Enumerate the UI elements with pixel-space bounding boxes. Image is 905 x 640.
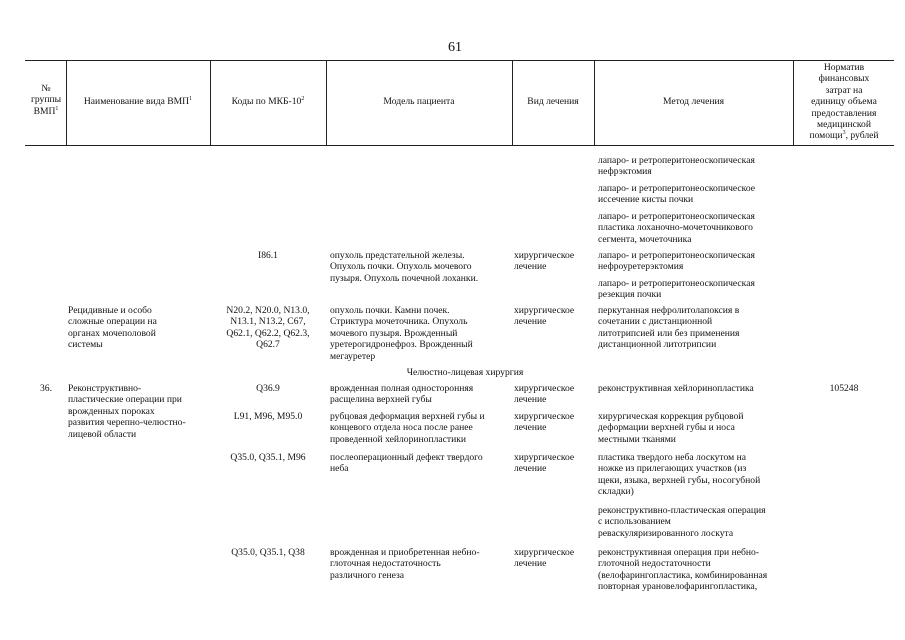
header-divider: [793, 60, 794, 145]
header-divider: [66, 60, 67, 145]
vmp-name-cell: Рецидивные и особо сложные операции на органах мочеполовой системы: [68, 305, 157, 351]
method-cell: лапаро- и ретроперитонеоскопическая нефрэктомия: [598, 155, 755, 178]
method-cell: пластика твердого неба лоскутом на ножке из прилегающих участков (из щеки, языка, верхней губы, носогубной складки): [598, 452, 761, 498]
method-cell: лапаро- и ретроперитонеоскопическая резекция почки: [598, 278, 755, 301]
patient-model-cell: врожденная полная односторонняя расщелина верхней губы: [330, 383, 474, 406]
patient-model-cell: рубцовая деформация верхней губы и концевого отдела носа после ранее проведенной хейлоринопластики: [330, 411, 485, 445]
patient-model-cell: опухоль предстательной железы. Опухоль почки. Опухоль мочевого пузыря. Опухоль почечной лоханки.: [330, 250, 479, 284]
header-top-rule: [25, 60, 894, 61]
header-divider: [210, 60, 211, 145]
treatment-type-cell: хирургическое лечение: [514, 547, 575, 570]
method-cell: реконструктивная операция при небно- глоточной недостаточности (велофарингопластика, комбинированная повторная урановелофарингопластика,: [598, 547, 768, 593]
icd-code-cell: Q36.9: [256, 383, 280, 394]
header-divider: [512, 60, 513, 145]
header-col-patient-model: Модель пациента: [383, 96, 455, 107]
header-divider: [594, 60, 595, 145]
treatment-type-cell: хирургическое лечение: [514, 250, 575, 273]
method-cell: лапаро- и ретроперитонеоскопическая нефроуретерэктомия: [598, 250, 755, 273]
header-bottom-rule: [25, 145, 894, 146]
header-col-icd-codes: Коды по МКБ-$10^2$: [231, 95, 305, 107]
method-cell: лапаро- и ретроперитонеоскопическая пластика лоханочно-мочеточникового сегмента, мочеточника: [598, 211, 755, 245]
icd-code-cell: Q35.0, Q35.1, Q38: [231, 547, 305, 558]
financial-norm-cell: 105248: [829, 383, 859, 394]
icd-code-cell: N20.2, N20.0, N13.0, N13.1, N13.2, C67, Q62.1, Q62.2, Q62.3, Q62.7: [226, 305, 310, 351]
vmp-name-cell: Реконструктивно- пластические операции при врожденных пороках развития черепно-челюстно- лицевой области: [68, 383, 186, 440]
header-col-vmp-name: Наименование вида ВМП$^1$: [83, 95, 193, 107]
header-col-financial-norm: Норматив финансовых затрат на единицу объема предоставления медицинской помощи$^3$, рублей: [809, 62, 879, 142]
treatment-type-cell: хирургическое лечение: [514, 452, 575, 475]
patient-model-cell: послеоперационный дефект твердого неба: [330, 452, 483, 475]
method-cell: реконструктивно-пластическая операция с использованием реваскуляризированного лоскута: [598, 505, 766, 539]
method-cell: реконструктивная хейлоринопластика: [598, 383, 754, 394]
patient-model-cell: врожденная и приобретенная небно- глоточная недостаточность различного генеза: [330, 547, 480, 581]
header-divider: [326, 60, 327, 145]
page-number: 61: [448, 40, 462, 55]
icd-code-cell: Q35.0, Q35.1, M96: [230, 452, 306, 463]
method-cell: перкутанная нефролитолапоксия в сочетании с дистанционной литотрипсией или без применения дистанционной литотрипсии: [598, 305, 740, 351]
treatment-type-cell: хирургическое лечение: [514, 411, 575, 434]
icd-code-cell: L91, M96, M95.0: [233, 411, 303, 422]
method-cell: лапаро- и ретроперитонеоскопическое иссечение кисты почки: [598, 183, 756, 206]
header-col-group-number: № группы ВМП$^1$: [30, 83, 62, 117]
patient-model-cell: опухоль почки. Камни почек. Стриктура мочеточника. Опухоль мочевого пузыря. Врожденный уретерогидронефроз. Врожденный мегауретер: [330, 305, 473, 362]
treatment-type-cell: хирургическое лечение: [514, 383, 575, 406]
icd-code-cell: I86.1: [258, 250, 278, 261]
header-col-treatment-type: Вид лечения: [527, 96, 579, 107]
header-col-treatment-method: Метод лечения: [662, 96, 725, 107]
method-cell: хирургическая коррекция рубцовой деформации верхней губы и носа местными тканями: [598, 411, 744, 445]
group-number-cell: 36.: [40, 383, 52, 394]
section-title: Челюстно-лицевая хирургия: [406, 367, 524, 378]
treatment-type-cell: хирургическое лечение: [514, 305, 575, 328]
